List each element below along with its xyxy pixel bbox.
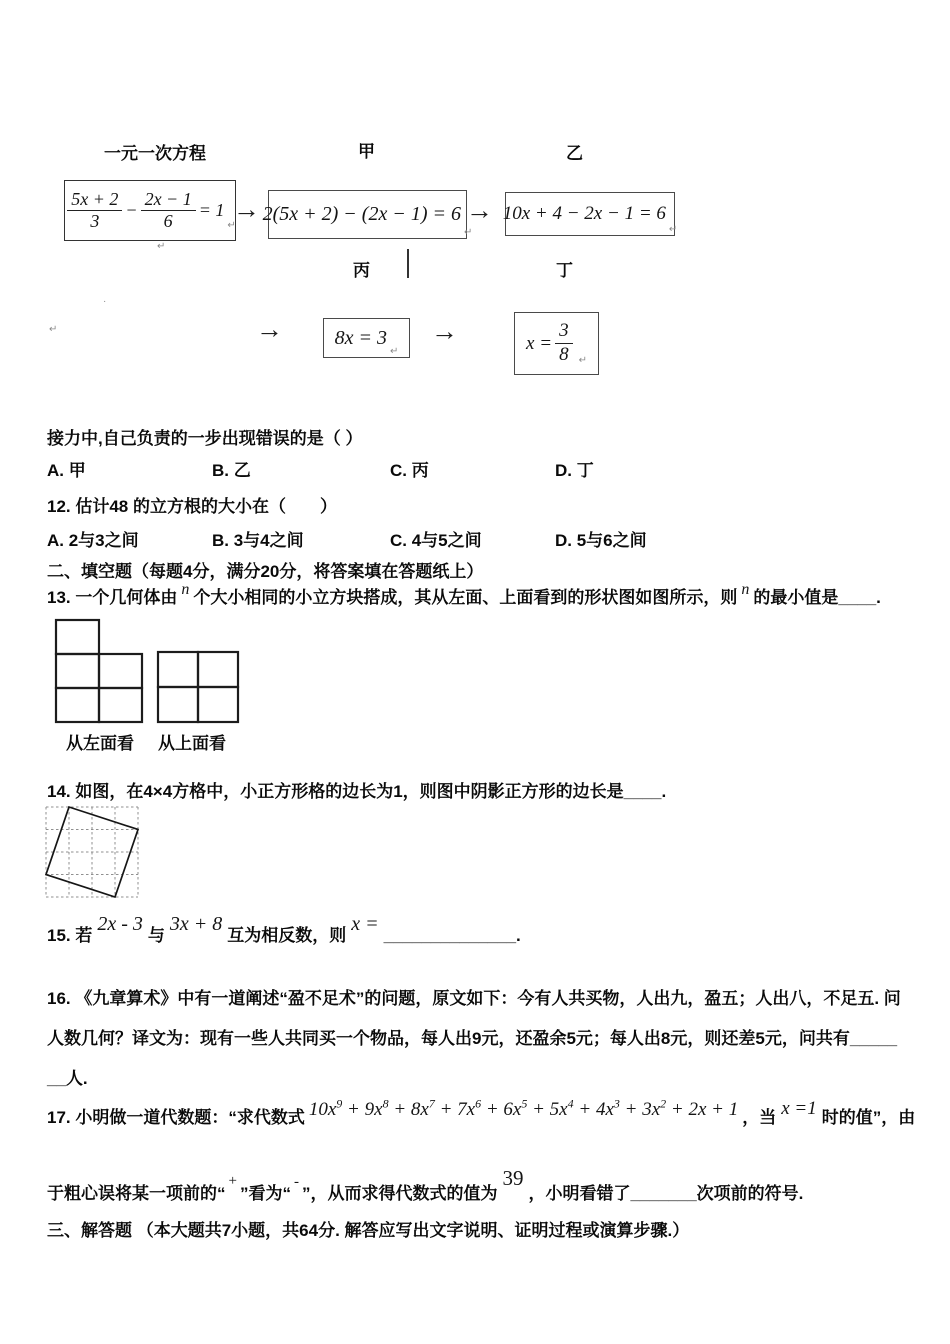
answer-blank: ______________. bbox=[383, 926, 521, 945]
return-mark-icon: ↵ bbox=[578, 354, 587, 366]
tilted-square-grid-diagram bbox=[45, 806, 139, 898]
scan-artifact: ↵ bbox=[157, 241, 166, 252]
q11-option-c: C. 丙 bbox=[390, 461, 429, 480]
q17-stem-line1: 17. 小明做一道代数题：“求代数式 $10x^9 + 9x^8 + 8x^7 + 7x^6 + 6x^5 + 5x^4 + 4x^3 + 3x^2 + 2x + 1$ ，当 x =1 时的值”，由 bbox=[47, 1096, 916, 1127]
expression-x-equals: x = bbox=[351, 913, 379, 935]
eq-box-step-c: 8x = 3 ↵ bbox=[323, 318, 410, 358]
flowchart-step-c-label: 丙 bbox=[353, 261, 370, 280]
q16-line2: 人数几何？译文为：现有一些人共同买一个物品，每人出9元，还盈余5元；每人出8元，则还差5元，问共有_____ bbox=[47, 1029, 898, 1048]
return-mark-icon: ↵ bbox=[227, 220, 236, 232]
q12-option-b: B. 3与4之间 bbox=[212, 531, 304, 550]
eq-box-step-a: 2(5x + 2) − (2x − 1) = 6 ↵ bbox=[268, 190, 467, 239]
variable-n: n bbox=[181, 581, 190, 598]
flowchart-step-b-label: 乙 bbox=[566, 144, 583, 163]
q11-option-b: B. 乙 bbox=[212, 461, 251, 480]
q16-line1: 16. 《九章算术》中有一道阐述“盈不足术”的问题，原文如下：今有人共买物，人出九，盈五；人出八，不足五. 问 bbox=[47, 989, 901, 1008]
flowchart-step-a-label: 甲 bbox=[358, 142, 375, 161]
q16-line3: __人. bbox=[47, 1069, 88, 1088]
q17-polynomial: $10x^9 + 9x^8 + 8x^7 + 7x^6 + 6x^5 + 5x^4 + 4x^3 + 3x^2 + 2x + 1$ bbox=[308, 1096, 739, 1120]
arrow-right-icon: → bbox=[466, 195, 493, 225]
q12-option-a: A. 2与3之间 bbox=[47, 531, 139, 550]
eq-box-step-b: 10x + 4 − 2x − 1 = 6 ↵ bbox=[505, 192, 675, 236]
eq-box-original: $\frac{5x + 2}{3}$ − $\frac{2x - 1}{6}$ = 1 ↵ bbox=[64, 180, 236, 241]
fraction-1: $\frac{5x + 2}{3}$ bbox=[67, 190, 122, 232]
left-view-label: 从左面看 bbox=[66, 734, 134, 753]
top-view-diagram bbox=[156, 650, 240, 724]
eq-box-step-d: x = $\frac{3}{8}$ ↵ bbox=[514, 312, 599, 375]
q12-option-c: C. 4与5之间 bbox=[390, 531, 482, 550]
return-mark-icon: ↵ bbox=[389, 346, 399, 357]
scan-artifact: ↵ bbox=[49, 324, 58, 335]
fraction-result: $\frac{3}{8}$ bbox=[555, 321, 573, 365]
plus-sign: + bbox=[228, 1173, 237, 1189]
arrow-right-icon: → bbox=[431, 316, 458, 346]
section2-title: 二、填空题（每题4分，满分20分，将答案填在答题纸上） bbox=[47, 562, 484, 581]
q14-stem: 14. 如图，在4×4方格中，小正方形格的边长为1，则图中阴影正方形的边长是____. bbox=[47, 782, 667, 801]
flowchart-title-label: 一元一次方程 bbox=[104, 144, 206, 163]
return-mark-icon: ↵ bbox=[668, 224, 678, 235]
q11-option-d: D. 丁 bbox=[555, 461, 594, 480]
q15-stem: 15. 若 2x - 3 与 3x + 8 互为相反数，则 x = ______________. bbox=[47, 913, 521, 945]
arrow-right-icon: → bbox=[233, 194, 260, 224]
left-view-diagram bbox=[53, 618, 145, 724]
minus-sign: - bbox=[293, 1174, 299, 1190]
flowchart-step-d-label: 丁 bbox=[556, 261, 573, 280]
q12-stem: 12. 估计48 的立方根的大小在（ ） bbox=[47, 497, 337, 516]
arrow-right-icon: → bbox=[256, 314, 283, 344]
q11-stem: 接力中,自己负责的一步出现错误的是（ ） bbox=[47, 429, 363, 448]
section3-title: 三、解答题 （本大题共7小题，共64分. 解答应写出文字说明、证明过程或演算步骤.） bbox=[47, 1221, 690, 1240]
expression-2: 3x + 8 bbox=[169, 913, 223, 935]
top-view-label: 从上面看 bbox=[158, 734, 226, 753]
q11-option-a: A. 甲 bbox=[47, 461, 86, 480]
q17-stem-line2: 于粗心误将某一项前的“ + ”看为“ - ”，从而求得代数式的值为 39 ，小明看错了_______次项前的符号. bbox=[47, 1166, 804, 1203]
divider-line bbox=[407, 249, 409, 278]
q12-option-d: D. 5与6之间 bbox=[555, 531, 647, 550]
q13-stem: 13. 一个几何体由 n 个大小相同的小立方块搭成，其从左面、上面看到的形状图如图所示，则 n 的最小值是____. bbox=[47, 581, 881, 607]
x-value: x =1 bbox=[781, 1098, 817, 1119]
scan-artifact: · bbox=[103, 296, 107, 307]
variable-n: n bbox=[741, 581, 750, 598]
return-mark-icon: ↵ bbox=[464, 227, 473, 238]
result-value: 39 bbox=[502, 1166, 524, 1190]
expression-1: 2x - 3 bbox=[97, 913, 143, 935]
fraction-2: $\frac{2x - 1}{6}$ bbox=[141, 190, 196, 232]
